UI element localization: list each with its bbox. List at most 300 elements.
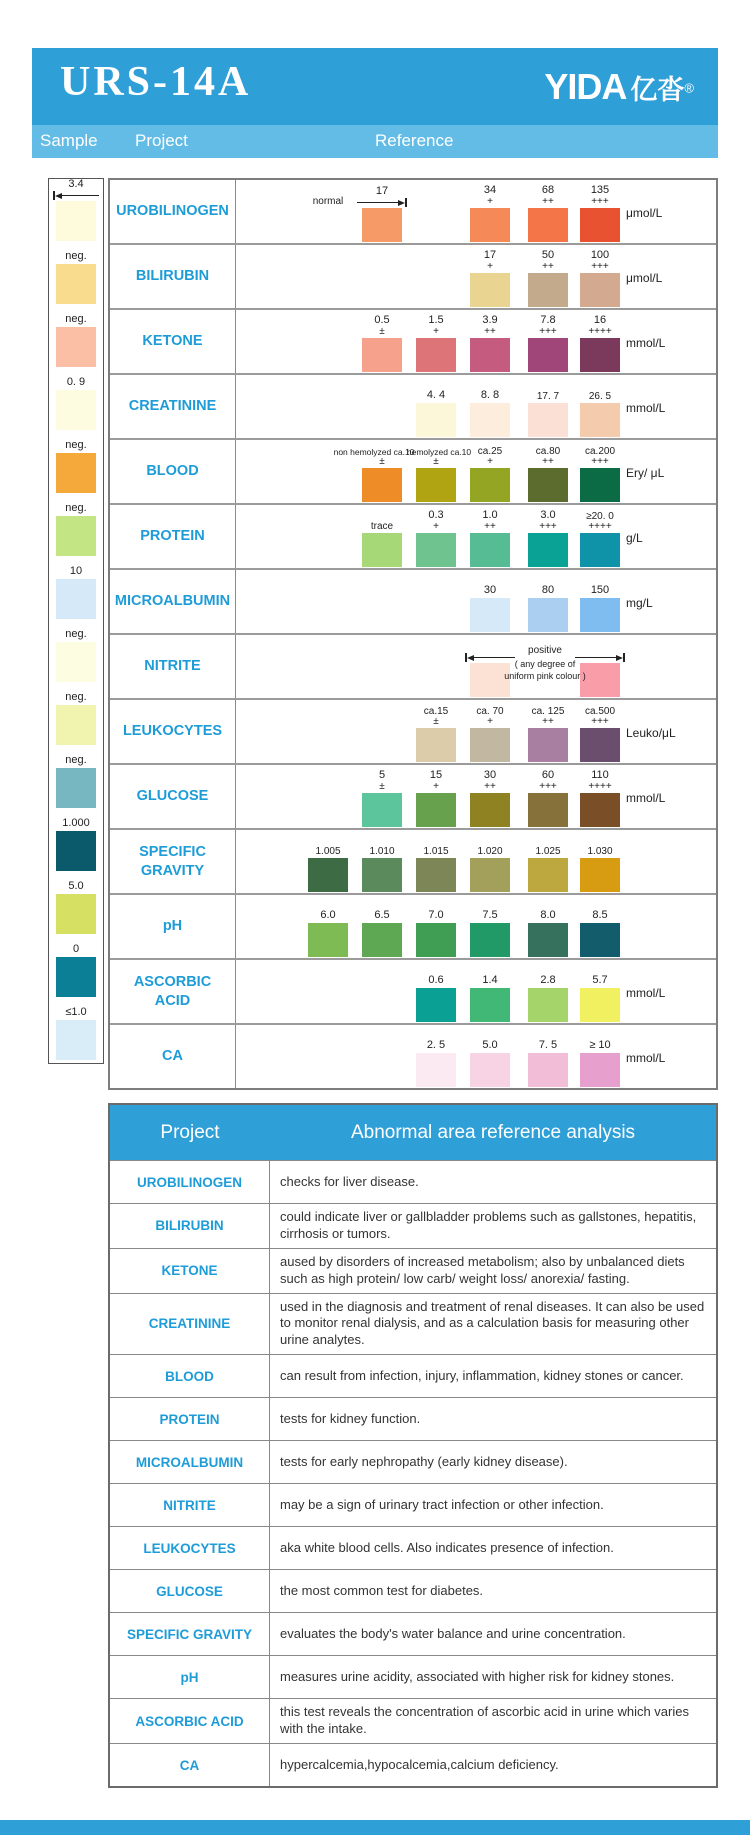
swatch-group — [580, 249, 620, 307]
swatch-group — [416, 509, 456, 567]
analysis-row — [110, 1698, 716, 1743]
color-swatch — [528, 208, 568, 242]
sample-swatch — [56, 201, 96, 241]
sample-swatch — [56, 957, 96, 997]
sample-value-text: 5.0 — [68, 880, 84, 893]
color-swatch — [528, 988, 568, 1022]
analysis-text-content: evaluates the body's water balance and urine concentration. — [280, 1625, 626, 1641]
color-swatch — [528, 533, 568, 567]
swatch-label: 6.0 — [320, 909, 336, 922]
analysis-text — [270, 1656, 716, 1698]
analysis-analyte-name: MICROALBUMIN — [110, 1441, 270, 1483]
analysis-text — [270, 1570, 716, 1612]
swatch-label: 1.005 — [315, 845, 341, 857]
swatch-label: ca.200 +++ — [584, 445, 616, 467]
reference-row — [110, 895, 716, 960]
sample-value — [49, 242, 103, 263]
unit-label: mg/L — [626, 596, 653, 610]
swatch-label: ca.500 +++ — [584, 705, 616, 727]
sample-cell — [49, 431, 103, 494]
color-swatch — [470, 988, 510, 1022]
sample-swatch — [56, 516, 96, 556]
sample-value — [49, 557, 103, 578]
reference-row — [110, 180, 716, 245]
swatch-label: 4. 4 — [426, 389, 446, 402]
sample-value-text: neg. — [65, 628, 87, 641]
swatch-group — [470, 314, 510, 372]
analysis-table — [108, 1103, 718, 1788]
color-swatch — [528, 403, 568, 437]
swatch-group — [528, 1029, 568, 1087]
swatch-label: 5.0 — [482, 1039, 498, 1052]
sample-cell — [49, 305, 103, 368]
swatch-group — [362, 184, 402, 242]
unit-label: μmol/L — [626, 206, 663, 220]
color-swatch — [580, 793, 620, 827]
analyte-name: KETONE — [110, 310, 236, 373]
color-swatch — [362, 923, 402, 957]
analysis-text-content: aused by disorders of increased metabolism; also by unbalanced diets such as high protein/ low carb/ weight loss/ anorexia/ fasting. — [280, 1253, 685, 1286]
swatch-group — [580, 769, 620, 827]
sample-value — [49, 494, 103, 515]
color-swatch — [470, 728, 510, 762]
sample-value-text: 0. 9 — [66, 376, 86, 389]
color-swatch — [416, 923, 456, 957]
analysis-row — [110, 1612, 716, 1655]
sample-value-text: neg. — [65, 502, 87, 515]
swatch-group — [528, 314, 568, 372]
analysis-text-content: checks for liver disease. — [280, 1173, 419, 1189]
reference-row — [110, 765, 716, 830]
swatch-group — [470, 964, 510, 1022]
swatch-label: 68 ++ — [541, 184, 555, 207]
swatch-label: 17 + — [483, 249, 497, 272]
analyte-name: LEUKOCYTES — [110, 700, 236, 763]
swatch-group — [528, 509, 568, 567]
reference-row — [110, 375, 716, 440]
color-swatch — [308, 923, 348, 957]
swatch-label: 7.0 — [428, 909, 444, 922]
analyte-name: BILIRUBIN — [110, 245, 236, 308]
analyte-name: PROTEIN — [110, 505, 236, 568]
swatch-label: 15 + — [429, 769, 443, 792]
sample-value — [49, 431, 103, 452]
swatch-label: 30 — [483, 584, 497, 597]
swatch-label: 17. 7 — [536, 390, 560, 402]
analysis-row — [110, 1293, 716, 1355]
swatch-label: 7. 5 — [538, 1039, 558, 1052]
swatch-label: 3.9 ++ — [482, 314, 498, 337]
sample-swatch — [56, 579, 96, 619]
swatch-label: 6.5 — [374, 909, 390, 922]
analyte-name: GLUCOSE — [110, 765, 236, 828]
sample-cell — [49, 179, 103, 242]
swatch-group — [580, 1029, 620, 1087]
swatch-area — [236, 570, 716, 633]
color-swatch — [580, 338, 620, 372]
sample-value — [49, 305, 103, 326]
swatch-label: 1.025 — [535, 845, 561, 857]
reference-row — [110, 635, 716, 700]
swatch-group — [470, 1029, 510, 1087]
sample-cell — [49, 368, 103, 431]
analysis-analyte-name: CA — [110, 1744, 270, 1786]
analysis-text — [270, 1699, 716, 1743]
unit-label: μmol/L — [626, 271, 663, 285]
reference-row — [110, 960, 716, 1025]
color-swatch — [362, 858, 402, 892]
sample-value-text: ≤1.0 — [65, 1006, 87, 1019]
swatch-group — [528, 444, 568, 502]
swatch-group — [580, 379, 620, 437]
swatch-group — [528, 769, 568, 827]
reference-row — [110, 830, 716, 895]
analysis-text-content: this test reveals the concentration of ascorbic acid in urine which varies with the intake. — [280, 1704, 689, 1737]
analyte-name: UROBILINOGEN — [110, 180, 236, 243]
nitrite-positive-note: positive ( any degree of uniform pink colour ) — [504, 645, 586, 681]
swatch-group — [580, 639, 620, 697]
sample-swatch — [56, 831, 96, 871]
analyte-name: ASCORBIC ACID — [110, 960, 236, 1023]
swatch-group — [333, 444, 415, 502]
swatch-group — [580, 704, 620, 762]
analyte-name: BLOOD — [110, 440, 236, 503]
swatch-group — [528, 704, 568, 762]
swatch-group — [580, 964, 620, 1022]
swatch-label: 135 +++ — [590, 184, 610, 207]
analysis-row — [110, 1526, 716, 1569]
brand-name-chinese: 亿沓 — [630, 75, 685, 105]
color-swatch — [580, 988, 620, 1022]
unit-label: Ery/ μL — [626, 466, 665, 480]
sample-cell — [49, 746, 103, 809]
analysis-analyte-name: KETONE — [110, 1249, 270, 1293]
sample-cell — [49, 998, 103, 1061]
analysis-row — [110, 1203, 716, 1248]
analysis-analyte-name: CREATININE — [110, 1294, 270, 1355]
swatch-group — [580, 899, 620, 957]
swatch-label: 110 ++++ — [588, 769, 612, 792]
sample-swatch — [56, 768, 96, 808]
analysis-text-content: used in the diagnosis and treatment of renal diseases. It can also be used to monitor renal dialysis, and as a calculation basis for measuring other urine analytes. — [280, 1298, 705, 1348]
sample-value-text: 3.4 — [68, 178, 84, 191]
swatch-group — [308, 899, 348, 957]
color-swatch — [470, 208, 510, 242]
analysis-text-content: hypercalcemia,hypocalcemia,calcium deficiency. — [280, 1756, 559, 1772]
color-swatch — [580, 403, 620, 437]
swatch-group — [470, 509, 510, 567]
analysis-text-content: the most common test for diabetes. — [280, 1582, 484, 1598]
sample-swatch — [56, 390, 96, 430]
swatch-area — [236, 245, 716, 308]
color-swatch — [580, 663, 620, 697]
analysis-text — [270, 1527, 716, 1569]
sample-value-text: neg. — [65, 754, 87, 767]
analysis-text-content: tests for kidney function. — [280, 1410, 421, 1426]
swatch-label: 1.020 — [477, 845, 503, 857]
unit-label: Leuko/μL — [626, 726, 676, 740]
swatch-label: 0.3 + — [428, 509, 444, 532]
analyte-name: NITRITE — [110, 635, 236, 698]
swatch-group — [528, 574, 568, 632]
reference-table — [108, 178, 718, 1090]
swatch-label: 8.5 — [592, 909, 608, 922]
swatch-label: 7.5 — [482, 909, 498, 922]
reference-row — [110, 700, 716, 765]
analysis-table-header — [110, 1105, 716, 1160]
color-swatch — [362, 208, 402, 242]
swatch-label: 50 ++ — [541, 249, 555, 272]
analyte-name: SPECIFIC GRAVITY — [110, 830, 236, 893]
swatch-label: 34 + — [483, 184, 497, 207]
analysis-analyte-name: GLUCOSE — [110, 1570, 270, 1612]
color-swatch — [416, 988, 456, 1022]
swatch-group — [416, 899, 456, 957]
analysis-text — [270, 1744, 716, 1786]
color-swatch — [580, 208, 620, 242]
color-swatch — [362, 533, 402, 567]
analysis-text-content: can result from infection, injury, inflammation, kidney stones or cancer. — [280, 1367, 684, 1383]
analysis-analyte-name: BILIRUBIN — [110, 1204, 270, 1248]
color-swatch — [416, 1053, 456, 1087]
swatch-label: 0.6 — [428, 974, 444, 987]
footer-bar — [0, 1820, 750, 1835]
color-swatch — [416, 403, 456, 437]
analysis-header-project: Project — [160, 1121, 220, 1143]
color-swatch — [580, 923, 620, 957]
sample-cell — [49, 935, 103, 998]
registered-trademark-icon: ® — [684, 80, 694, 96]
swatch-group — [362, 834, 402, 892]
swatch-label: ≥20. 0 ++++ — [586, 510, 614, 532]
sample-value — [49, 179, 103, 200]
color-swatch — [416, 728, 456, 762]
reference-row — [110, 310, 716, 375]
swatch-label: 1.010 — [369, 845, 395, 857]
sample-swatch — [56, 642, 96, 682]
swatch-group — [528, 184, 568, 242]
swatch-group — [416, 769, 456, 827]
sample-column — [48, 178, 104, 1064]
swatch-label: ca. 125 ++ — [531, 705, 565, 727]
swatch-group — [580, 184, 620, 242]
color-swatch — [362, 338, 402, 372]
swatch-group — [580, 509, 620, 567]
color-swatch — [528, 1053, 568, 1087]
swatch-group — [580, 444, 620, 502]
swatch-label: 7.8 +++ — [539, 314, 557, 337]
analysis-row — [110, 1397, 716, 1440]
color-swatch — [470, 273, 510, 307]
analyte-name: MICROALBUMIN — [110, 570, 236, 633]
swatch-area — [236, 830, 716, 893]
swatch-label: ≥ 10 — [589, 1039, 611, 1052]
swatch-group — [470, 444, 510, 502]
color-swatch — [470, 793, 510, 827]
swatch-group — [470, 834, 510, 892]
color-swatch — [528, 793, 568, 827]
color-swatch — [528, 273, 568, 307]
swatch-label: non hemolyzed ca.10 ± — [333, 447, 415, 467]
analyte-name: pH — [110, 895, 236, 958]
analysis-text — [270, 1613, 716, 1655]
swatch-group — [416, 704, 456, 762]
swatch-label: 150 — [590, 584, 610, 597]
sample-cell — [49, 620, 103, 683]
analysis-analyte-name: BLOOD — [110, 1355, 270, 1397]
swatch-group — [580, 574, 620, 632]
analysis-text — [270, 1355, 716, 1397]
analysis-rows — [110, 1160, 716, 1786]
column-header-bar — [32, 125, 718, 158]
analysis-analyte-name: ASCORBIC ACID — [110, 1699, 270, 1743]
swatch-group — [470, 899, 510, 957]
unit-label: mmol/L — [626, 791, 666, 805]
swatch-label: 30 ++ — [483, 769, 497, 792]
color-swatch — [362, 793, 402, 827]
color-swatch — [580, 858, 620, 892]
swatch-label: 2. 5 — [426, 1039, 446, 1052]
column-header-sample: Sample — [40, 131, 98, 150]
swatch-group — [416, 379, 456, 437]
analysis-row — [110, 1248, 716, 1293]
swatch-label: 2.8 — [540, 974, 556, 987]
swatch-label: 3.0 +++ — [539, 509, 557, 532]
swatch-group — [470, 769, 510, 827]
analysis-text — [270, 1161, 716, 1203]
swatch-label: hemolyzed ca.10 ± — [406, 447, 472, 467]
sample-swatch — [56, 1020, 96, 1060]
swatch-area — [236, 375, 716, 438]
swatch-group — [470, 704, 510, 762]
sample-swatch — [56, 453, 96, 493]
analysis-text — [270, 1249, 716, 1293]
color-swatch — [528, 598, 568, 632]
unit-label: mmol/L — [626, 1051, 666, 1065]
swatch-area — [236, 1025, 716, 1088]
swatch-group — [528, 964, 568, 1022]
sample-value — [49, 809, 103, 830]
reference-row — [110, 1025, 716, 1088]
sample-swatch — [56, 894, 96, 934]
color-swatch — [528, 468, 568, 502]
unit-label: mmol/L — [626, 401, 666, 415]
sample-value-text: neg. — [65, 313, 87, 326]
swatch-group — [470, 249, 510, 307]
color-swatch — [528, 923, 568, 957]
swatch-label: trace — [370, 520, 394, 532]
swatch-label: ca.25 + — [477, 445, 503, 467]
color-swatch — [470, 1053, 510, 1087]
sample-value — [49, 683, 103, 704]
analysis-row — [110, 1483, 716, 1526]
swatch-group — [580, 834, 620, 892]
sample-value — [49, 368, 103, 389]
color-swatch — [416, 338, 456, 372]
color-swatch — [416, 533, 456, 567]
swatch-group — [580, 314, 620, 372]
sample-value-text: neg. — [65, 691, 87, 704]
reference-row — [110, 440, 716, 505]
color-swatch — [528, 728, 568, 762]
color-swatch — [580, 533, 620, 567]
swatch-group — [528, 249, 568, 307]
swatch-label: 17 — [357, 184, 407, 207]
column-header-project: Project — [135, 131, 188, 150]
swatch-group — [416, 834, 456, 892]
color-swatch — [470, 338, 510, 372]
analysis-analyte-name: UROBILINOGEN — [110, 1161, 270, 1203]
column-header-reference: Reference — [375, 131, 454, 150]
swatch-group — [362, 314, 402, 372]
swatch-group — [416, 964, 456, 1022]
swatch-group — [528, 379, 568, 437]
sample-cell — [49, 557, 103, 620]
swatch-area — [236, 765, 716, 828]
swatch-label: 16 ++++ — [588, 314, 612, 337]
analysis-text — [270, 1441, 716, 1483]
swatch-area — [236, 180, 716, 243]
color-swatch — [528, 338, 568, 372]
analysis-row — [110, 1655, 716, 1698]
color-swatch — [580, 1053, 620, 1087]
analysis-text-content: measures urine acidity, associated with higher risk for kidney stones. — [280, 1668, 675, 1684]
swatch-label: 1.0 ++ — [482, 509, 498, 532]
analysis-analyte-name: NITRITE — [110, 1484, 270, 1526]
analysis-text — [270, 1294, 716, 1355]
color-swatch — [470, 858, 510, 892]
unit-label: g/L — [626, 531, 643, 545]
sample-value — [49, 935, 103, 956]
sample-value-text: 10 — [69, 565, 83, 578]
color-swatch — [470, 598, 510, 632]
range-arrow-icon — [357, 198, 407, 207]
color-swatch — [580, 273, 620, 307]
product-title: URS-14A — [60, 59, 252, 105]
swatch-label: 1.4 — [482, 974, 498, 987]
sample-cell — [49, 683, 103, 746]
sample-value-text: 1.000 — [62, 817, 90, 830]
sample-swatch — [56, 327, 96, 367]
analysis-row — [110, 1743, 716, 1786]
color-swatch — [416, 793, 456, 827]
swatch-label: 8.0 — [540, 909, 556, 922]
swatch-area — [236, 310, 716, 373]
sample-value-text: neg. — [65, 250, 87, 263]
swatch-label: 60 +++ — [539, 769, 557, 792]
swatch-label: 1.5 + — [428, 314, 444, 337]
color-swatch — [580, 728, 620, 762]
swatch-area — [236, 505, 716, 568]
analysis-row — [110, 1569, 716, 1612]
analysis-text — [270, 1484, 716, 1526]
sample-cell — [49, 809, 103, 872]
sample-cell — [49, 242, 103, 305]
swatch-group — [362, 509, 402, 567]
color-swatch — [470, 403, 510, 437]
swatch-group — [308, 184, 348, 207]
color-swatch — [470, 533, 510, 567]
color-swatch — [470, 468, 510, 502]
swatch-group — [470, 184, 510, 242]
swatch-label: ca.80 ++ — [535, 445, 561, 467]
color-swatch — [470, 923, 510, 957]
color-swatch — [580, 598, 620, 632]
swatch-area — [236, 960, 716, 1023]
analyte-name: CREATININE — [110, 375, 236, 438]
swatch-area — [236, 700, 716, 763]
analyte-name: CA — [110, 1025, 236, 1088]
